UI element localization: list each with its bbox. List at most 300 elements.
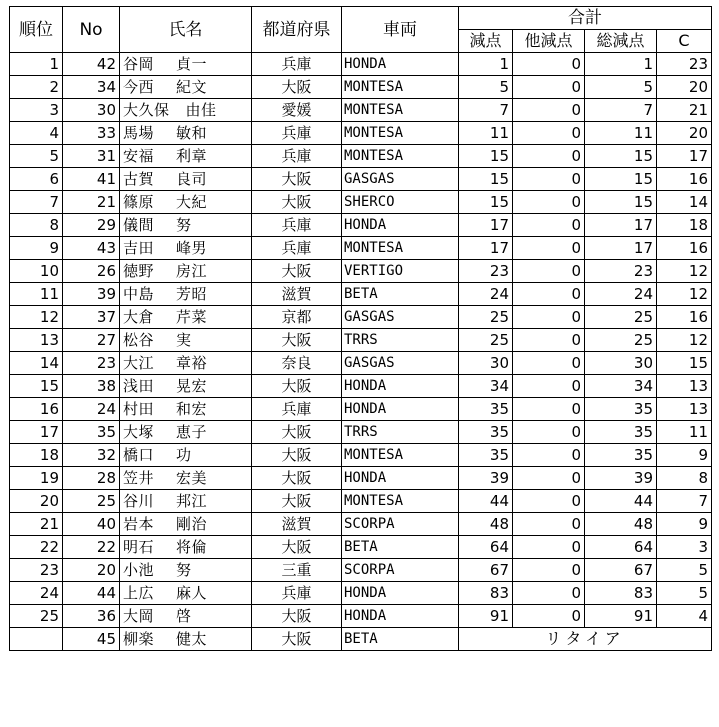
header-name: 氏名 xyxy=(120,7,252,53)
prefecture-cell: 愛媛 xyxy=(252,99,342,122)
results-table xyxy=(9,6,712,651)
other-deduction-cell: 0 xyxy=(513,306,585,329)
number-cell: 44 xyxy=(63,582,120,605)
other-deduction-cell: 0 xyxy=(513,467,585,490)
surname: 橋口 xyxy=(123,446,155,464)
prefecture-cell: 兵庫 xyxy=(252,53,342,76)
rank-cell: 3 xyxy=(10,99,63,122)
total-deduction-cell: 15 xyxy=(585,168,657,191)
other-deduction-cell: 0 xyxy=(513,605,585,628)
total-deduction-cell: 35 xyxy=(585,421,657,444)
vehicle-cell: HONDA xyxy=(342,214,459,237)
rank-cell: 14 xyxy=(10,352,63,375)
total-deduction-cell: 67 xyxy=(585,559,657,582)
total-deduction-cell: 5 xyxy=(585,76,657,99)
other-deduction-cell: 0 xyxy=(513,421,585,444)
given-name: 峰男 xyxy=(176,239,208,257)
other-deduction-cell: 0 xyxy=(513,329,585,352)
prefecture-cell: 大阪 xyxy=(252,168,342,191)
header-total-deduction: 総減点 xyxy=(585,30,657,53)
deduction-cell: 15 xyxy=(459,145,513,168)
number-cell: 20 xyxy=(63,559,120,582)
prefecture-cell: 兵庫 xyxy=(252,582,342,605)
surname: 大江 xyxy=(123,354,155,372)
deduction-cell: 25 xyxy=(459,306,513,329)
number-cell: 41 xyxy=(63,168,120,191)
rank-cell: 9 xyxy=(10,237,63,260)
deduction-cell: 17 xyxy=(459,214,513,237)
rank-cell: 6 xyxy=(10,168,63,191)
table-row xyxy=(10,283,712,306)
surname: 徳野 xyxy=(123,262,155,280)
prefecture-cell: 大阪 xyxy=(252,536,342,559)
given-name: 良司 xyxy=(176,170,208,188)
rank-cell: 15 xyxy=(10,375,63,398)
surname: 上広 xyxy=(123,584,155,602)
header-prefecture: 都道府県 xyxy=(252,7,342,53)
table-row xyxy=(10,398,712,421)
table-row xyxy=(10,191,712,214)
deduction-cell: 67 xyxy=(459,559,513,582)
deduction-cell: 35 xyxy=(459,421,513,444)
number-cell: 23 xyxy=(63,352,120,375)
table-row-retired xyxy=(10,628,712,651)
vehicle-cell: HONDA xyxy=(342,605,459,628)
total-deduction-cell: 24 xyxy=(585,283,657,306)
deduction-cell: 83 xyxy=(459,582,513,605)
header-total: 合計 xyxy=(459,7,712,30)
table-row xyxy=(10,559,712,582)
given-name: 大紀 xyxy=(176,193,208,211)
header-vehicle: 車両 xyxy=(342,7,459,53)
vehicle-cell: SCORPA xyxy=(342,559,459,582)
name-cell xyxy=(120,421,252,444)
deduction-cell: 48 xyxy=(459,513,513,536)
given-name: 麻人 xyxy=(176,584,208,602)
vehicle-cell: MONTESA xyxy=(342,444,459,467)
prefecture-cell: 奈良 xyxy=(252,352,342,375)
other-deduction-cell: 0 xyxy=(513,260,585,283)
vehicle-cell: BETA xyxy=(342,628,459,651)
given-name: 芳昭 xyxy=(176,285,208,303)
c-cell: 7 xyxy=(657,490,712,513)
vehicle-cell: MONTESA xyxy=(342,237,459,260)
other-deduction-cell: 0 xyxy=(513,122,585,145)
surname: 谷岡 xyxy=(123,55,155,73)
table-row xyxy=(10,605,712,628)
number-cell: 36 xyxy=(63,605,120,628)
other-deduction-cell: 0 xyxy=(513,168,585,191)
rank-cell: 13 xyxy=(10,329,63,352)
total-deduction-cell: 64 xyxy=(585,536,657,559)
rank-cell: 24 xyxy=(10,582,63,605)
number-cell: 33 xyxy=(63,122,120,145)
name-cell xyxy=(120,352,252,375)
total-deduction-cell: 48 xyxy=(585,513,657,536)
total-deduction-cell: 15 xyxy=(585,145,657,168)
number-cell: 21 xyxy=(63,191,120,214)
given-name: 努 xyxy=(176,216,192,234)
prefecture-cell: 大阪 xyxy=(252,490,342,513)
total-deduction-cell: 30 xyxy=(585,352,657,375)
header-deduction: 減点 xyxy=(459,30,513,53)
given-name: 章裕 xyxy=(176,354,208,372)
given-name: 敏和 xyxy=(176,124,208,142)
total-deduction-cell: 17 xyxy=(585,237,657,260)
name-cell xyxy=(120,375,252,398)
number-cell: 32 xyxy=(63,444,120,467)
deduction-cell: 15 xyxy=(459,191,513,214)
surname: 安福 xyxy=(123,147,155,165)
total-deduction-cell: 34 xyxy=(585,375,657,398)
vehicle-cell: SHERCO xyxy=(342,191,459,214)
surname: 今西 xyxy=(123,78,155,96)
number-cell: 34 xyxy=(63,76,120,99)
deduction-cell: 44 xyxy=(459,490,513,513)
deduction-cell: 23 xyxy=(459,260,513,283)
given-name: 功 xyxy=(176,446,192,464)
name-cell xyxy=(120,559,252,582)
vehicle-cell: GASGAS xyxy=(342,168,459,191)
deduction-cell: 24 xyxy=(459,283,513,306)
surname: 馬場 xyxy=(123,124,155,142)
number-cell: 25 xyxy=(63,490,120,513)
given-name: 貞一 xyxy=(176,55,208,73)
rank-cell: 23 xyxy=(10,559,63,582)
name-cell xyxy=(120,582,252,605)
surname: 大久保 xyxy=(123,101,170,119)
other-deduction-cell: 0 xyxy=(513,398,585,421)
rank-cell: 16 xyxy=(10,398,63,421)
deduction-cell: 35 xyxy=(459,398,513,421)
given-name: 紀文 xyxy=(176,78,208,96)
prefecture-cell: 大阪 xyxy=(252,628,342,651)
total-deduction-cell: 83 xyxy=(585,582,657,605)
c-cell: 15 xyxy=(657,352,712,375)
total-deduction-cell: 91 xyxy=(585,605,657,628)
total-deduction-cell: 39 xyxy=(585,467,657,490)
other-deduction-cell: 0 xyxy=(513,444,585,467)
deduction-cell: 34 xyxy=(459,375,513,398)
other-deduction-cell: 0 xyxy=(513,559,585,582)
given-name: 剛治 xyxy=(176,515,208,533)
prefecture-cell: 兵庫 xyxy=(252,214,342,237)
given-name: 和宏 xyxy=(176,400,208,418)
table-row xyxy=(10,513,712,536)
number-cell: 24 xyxy=(63,398,120,421)
retired-status-cell: リタイア xyxy=(459,628,712,651)
c-cell: 16 xyxy=(657,237,712,260)
prefecture-cell: 滋賀 xyxy=(252,513,342,536)
number-cell: 27 xyxy=(63,329,120,352)
table-row xyxy=(10,467,712,490)
table-row xyxy=(10,421,712,444)
surname: 浅田 xyxy=(123,377,155,395)
prefecture-cell: 兵庫 xyxy=(252,237,342,260)
deduction-cell: 64 xyxy=(459,536,513,559)
vehicle-cell: GASGAS xyxy=(342,352,459,375)
table-row xyxy=(10,122,712,145)
number-cell: 26 xyxy=(63,260,120,283)
deduction-cell: 5 xyxy=(459,76,513,99)
prefecture-cell: 大阪 xyxy=(252,329,342,352)
vehicle-cell: MONTESA xyxy=(342,490,459,513)
deduction-cell: 7 xyxy=(459,99,513,122)
vehicle-cell: SCORPA xyxy=(342,513,459,536)
name-cell xyxy=(120,191,252,214)
header-c: C xyxy=(657,30,712,53)
header-rank: 順位 xyxy=(10,7,63,53)
rank-cell: 2 xyxy=(10,76,63,99)
name-cell xyxy=(120,76,252,99)
surname: 谷川 xyxy=(123,492,155,510)
c-cell: 14 xyxy=(657,191,712,214)
surname: 古賀 xyxy=(123,170,155,188)
c-cell: 12 xyxy=(657,329,712,352)
rank-cell: 12 xyxy=(10,306,63,329)
name-cell xyxy=(120,283,252,306)
header-no: No xyxy=(63,7,120,53)
other-deduction-cell: 0 xyxy=(513,513,585,536)
total-deduction-cell: 15 xyxy=(585,191,657,214)
vehicle-cell: MONTESA xyxy=(342,99,459,122)
deduction-cell: 39 xyxy=(459,467,513,490)
c-cell: 20 xyxy=(657,122,712,145)
vehicle-cell: HONDA xyxy=(342,53,459,76)
given-name: 恵子 xyxy=(176,423,208,441)
rank-cell: 25 xyxy=(10,605,63,628)
given-name: 宏美 xyxy=(176,469,208,487)
c-cell: 12 xyxy=(657,260,712,283)
total-deduction-cell: 1 xyxy=(585,53,657,76)
rank-cell: 5 xyxy=(10,145,63,168)
table-row xyxy=(10,168,712,191)
number-cell: 45 xyxy=(63,628,120,651)
name-cell xyxy=(120,99,252,122)
table-row xyxy=(10,237,712,260)
table-row xyxy=(10,53,712,76)
vehicle-cell: HONDA xyxy=(342,375,459,398)
table-row xyxy=(10,536,712,559)
prefecture-cell: 大阪 xyxy=(252,191,342,214)
deduction-cell: 17 xyxy=(459,237,513,260)
other-deduction-cell: 0 xyxy=(513,283,585,306)
total-deduction-cell: 17 xyxy=(585,214,657,237)
total-deduction-cell: 23 xyxy=(585,260,657,283)
name-cell xyxy=(120,122,252,145)
rank-cell: 20 xyxy=(10,490,63,513)
surname: 小池 xyxy=(123,561,155,579)
given-name: 芹菜 xyxy=(176,308,208,326)
name-cell xyxy=(120,398,252,421)
table-row xyxy=(10,260,712,283)
c-cell: 9 xyxy=(657,444,712,467)
other-deduction-cell: 0 xyxy=(513,375,585,398)
prefecture-cell: 三重 xyxy=(252,559,342,582)
vehicle-cell: MONTESA xyxy=(342,76,459,99)
name-cell xyxy=(120,536,252,559)
total-deduction-cell: 25 xyxy=(585,306,657,329)
given-name: 努 xyxy=(176,561,192,579)
prefecture-cell: 兵庫 xyxy=(252,122,342,145)
vehicle-cell: TRRS xyxy=(342,329,459,352)
total-deduction-cell: 44 xyxy=(585,490,657,513)
c-cell: 5 xyxy=(657,582,712,605)
name-cell xyxy=(120,145,252,168)
deduction-cell: 25 xyxy=(459,329,513,352)
deduction-cell: 35 xyxy=(459,444,513,467)
number-cell: 22 xyxy=(63,536,120,559)
rank-cell: 8 xyxy=(10,214,63,237)
prefecture-cell: 大阪 xyxy=(252,605,342,628)
c-cell: 23 xyxy=(657,53,712,76)
c-cell: 13 xyxy=(657,398,712,421)
given-name: 利章 xyxy=(176,147,208,165)
vehicle-cell: HONDA xyxy=(342,398,459,421)
prefecture-cell: 大阪 xyxy=(252,375,342,398)
c-cell: 18 xyxy=(657,214,712,237)
prefecture-cell: 大阪 xyxy=(252,467,342,490)
name-cell xyxy=(120,513,252,536)
other-deduction-cell: 0 xyxy=(513,76,585,99)
deduction-cell: 30 xyxy=(459,352,513,375)
vehicle-cell: VERTIGO xyxy=(342,260,459,283)
name-cell xyxy=(120,168,252,191)
rank-cell xyxy=(10,628,63,651)
name-cell xyxy=(120,306,252,329)
other-deduction-cell: 0 xyxy=(513,53,585,76)
table-row xyxy=(10,352,712,375)
table-row xyxy=(10,145,712,168)
rank-cell: 11 xyxy=(10,283,63,306)
total-deduction-cell: 35 xyxy=(585,398,657,421)
prefecture-cell: 滋賀 xyxy=(252,283,342,306)
rank-cell: 21 xyxy=(10,513,63,536)
surname: 村田 xyxy=(123,400,155,418)
deduction-cell: 15 xyxy=(459,168,513,191)
other-deduction-cell: 0 xyxy=(513,191,585,214)
name-cell xyxy=(120,628,252,651)
c-cell: 12 xyxy=(657,283,712,306)
name-cell xyxy=(120,237,252,260)
c-cell: 21 xyxy=(657,99,712,122)
given-name: 実 xyxy=(176,331,192,349)
rank-cell: 17 xyxy=(10,421,63,444)
number-cell: 28 xyxy=(63,467,120,490)
table-row xyxy=(10,490,712,513)
other-deduction-cell: 0 xyxy=(513,145,585,168)
prefecture-cell: 大阪 xyxy=(252,76,342,99)
c-cell: 16 xyxy=(657,168,712,191)
rank-cell: 19 xyxy=(10,467,63,490)
prefecture-cell: 兵庫 xyxy=(252,145,342,168)
c-cell: 20 xyxy=(657,76,712,99)
prefecture-cell: 大阪 xyxy=(252,421,342,444)
number-cell: 43 xyxy=(63,237,120,260)
prefecture-cell: 京都 xyxy=(252,306,342,329)
name-cell xyxy=(120,214,252,237)
rank-cell: 1 xyxy=(10,53,63,76)
vehicle-cell: TRRS xyxy=(342,421,459,444)
rank-cell: 7 xyxy=(10,191,63,214)
table-row xyxy=(10,99,712,122)
deduction-cell: 11 xyxy=(459,122,513,145)
number-cell: 38 xyxy=(63,375,120,398)
name-cell xyxy=(120,53,252,76)
deduction-cell: 1 xyxy=(459,53,513,76)
vehicle-cell: HONDA xyxy=(342,467,459,490)
number-cell: 31 xyxy=(63,145,120,168)
surname: 中島 xyxy=(123,285,155,303)
given-name: 晃宏 xyxy=(176,377,208,395)
header-other-deduction: 他減点 xyxy=(513,30,585,53)
table-row xyxy=(10,306,712,329)
prefecture-cell: 大阪 xyxy=(252,260,342,283)
surname: 笠井 xyxy=(123,469,155,487)
surname: 吉田 xyxy=(123,239,155,257)
name-cell xyxy=(120,490,252,513)
c-cell: 5 xyxy=(657,559,712,582)
results-body xyxy=(10,53,712,651)
c-cell: 16 xyxy=(657,306,712,329)
c-cell: 17 xyxy=(657,145,712,168)
rank-cell: 4 xyxy=(10,122,63,145)
table-row xyxy=(10,444,712,467)
total-deduction-cell: 25 xyxy=(585,329,657,352)
c-cell: 4 xyxy=(657,605,712,628)
name-cell xyxy=(120,467,252,490)
table-row xyxy=(10,76,712,99)
number-cell: 37 xyxy=(63,306,120,329)
given-name: 由佳 xyxy=(185,101,217,119)
name-cell xyxy=(120,444,252,467)
other-deduction-cell: 0 xyxy=(513,352,585,375)
vehicle-cell: HONDA xyxy=(342,582,459,605)
name-cell xyxy=(120,605,252,628)
vehicle-cell: MONTESA xyxy=(342,145,459,168)
c-cell: 9 xyxy=(657,513,712,536)
given-name: 健太 xyxy=(176,630,208,648)
c-cell: 11 xyxy=(657,421,712,444)
given-name: 将倫 xyxy=(176,538,208,556)
c-cell: 13 xyxy=(657,375,712,398)
total-deduction-cell: 7 xyxy=(585,99,657,122)
surname: 大岡 xyxy=(123,607,155,625)
total-deduction-cell: 35 xyxy=(585,444,657,467)
name-cell xyxy=(120,329,252,352)
name-cell xyxy=(120,260,252,283)
vehicle-cell: BETA xyxy=(342,536,459,559)
surname: 大倉 xyxy=(123,308,155,326)
c-cell: 8 xyxy=(657,467,712,490)
vehicle-cell: GASGAS xyxy=(342,306,459,329)
prefecture-cell: 大阪 xyxy=(252,444,342,467)
rank-cell: 10 xyxy=(10,260,63,283)
other-deduction-cell: 0 xyxy=(513,536,585,559)
given-name: 房江 xyxy=(176,262,208,280)
number-cell: 30 xyxy=(63,99,120,122)
other-deduction-cell: 0 xyxy=(513,214,585,237)
table-row xyxy=(10,375,712,398)
total-deduction-cell: 11 xyxy=(585,122,657,145)
table-row xyxy=(10,214,712,237)
other-deduction-cell: 0 xyxy=(513,99,585,122)
surname: 明石 xyxy=(123,538,155,556)
rank-cell: 18 xyxy=(10,444,63,467)
other-deduction-cell: 0 xyxy=(513,490,585,513)
other-deduction-cell: 0 xyxy=(513,237,585,260)
surname: 大塚 xyxy=(123,423,155,441)
